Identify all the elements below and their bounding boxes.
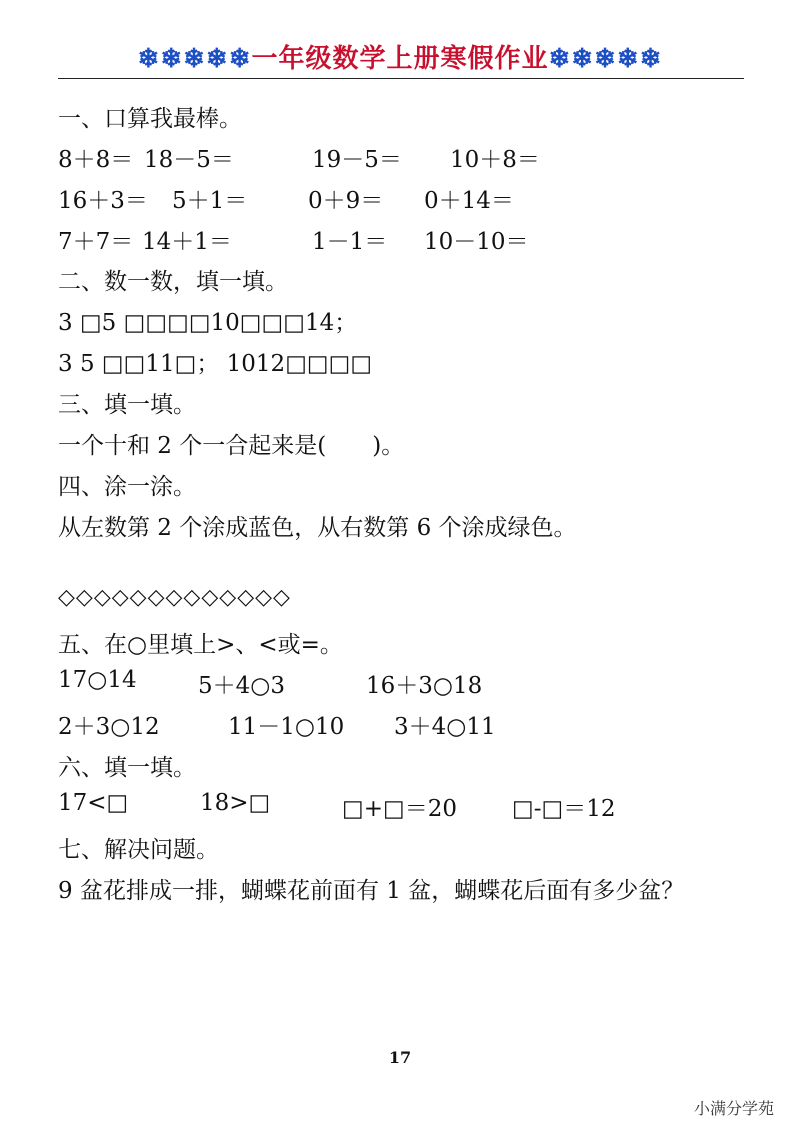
problem: 19－5＝ — [312, 147, 402, 173]
problem: 18>□ — [200, 790, 271, 816]
problem: 14＋1＝ — [142, 229, 232, 255]
section-heading-4: 四、涂一涂。 — [58, 474, 196, 500]
section-heading-5: 五、在○里填上>、<或=。 — [58, 632, 343, 658]
word-problem: 9 盆花排成一排，蝴蝶花前面有 1 盆，蝴蝶花后面有多少盆？ — [58, 878, 685, 904]
problem: 1－1＝ — [312, 229, 388, 255]
problem: 3＋4○11 — [394, 714, 496, 740]
problem: 5＋4○3 — [198, 673, 285, 699]
problem: 0＋14＝ — [424, 188, 514, 214]
problem: 11－1○10 — [228, 714, 345, 740]
problem: 10－10＝ — [424, 229, 529, 255]
problem: 10＋8＝ — [450, 147, 540, 173]
page-header — [0, 38, 800, 75]
problem: 2＋3○12 — [58, 714, 160, 740]
number-sequence: 3 □5 □□□□10□□□14； — [58, 310, 358, 336]
problem: 17○14 — [58, 667, 137, 693]
problem: □+□＝20 — [342, 796, 457, 822]
watermark: 小满分学苑 — [693, 1099, 774, 1118]
number-sequence: 3 5 □□11□； 1012□□□□ — [58, 351, 373, 377]
coloring-instruction: 从左数第 2 个涂成蓝色，从右数第 6 个涂成绿色。 — [58, 515, 577, 541]
diamond-row: ◇◇◇◇◇◇◇◇◇◇◇◇◇ — [58, 585, 291, 610]
page-number: 17 — [388, 1048, 412, 1067]
section-heading-1: 一、口算我最棒。 — [58, 106, 242, 132]
header-divider — [58, 78, 744, 79]
problem: 0＋9＝ — [308, 188, 384, 214]
problem: 16＋3＝ — [58, 188, 148, 214]
problem: 5＋1＝ — [172, 188, 248, 214]
fill-in-question: 一个十和 2 个一合起来是( )。 — [58, 433, 405, 459]
section-heading-6: 六、填一填。 — [58, 755, 196, 781]
snowflake-icon: ❄❄❄❄❄ — [548, 44, 663, 74]
problem: 16＋3○18 — [366, 673, 483, 699]
problem: 8＋8＝ — [58, 147, 134, 173]
problem: □-□＝12 — [512, 796, 616, 822]
page-title: 一年级数学上册寒假作业 — [251, 44, 549, 74]
section-heading-7: 七、解决问题。 — [58, 837, 219, 863]
problem: 18－5＝ — [144, 147, 234, 173]
problem: 7＋7＝ — [58, 229, 134, 255]
section-heading-2: 二、数一数，填一填。 — [58, 269, 288, 295]
section-heading-3: 三、填一填。 — [58, 392, 196, 418]
snowflake-icon: ❄❄❄❄❄ — [137, 44, 252, 74]
problem: 17<□ — [58, 790, 129, 816]
